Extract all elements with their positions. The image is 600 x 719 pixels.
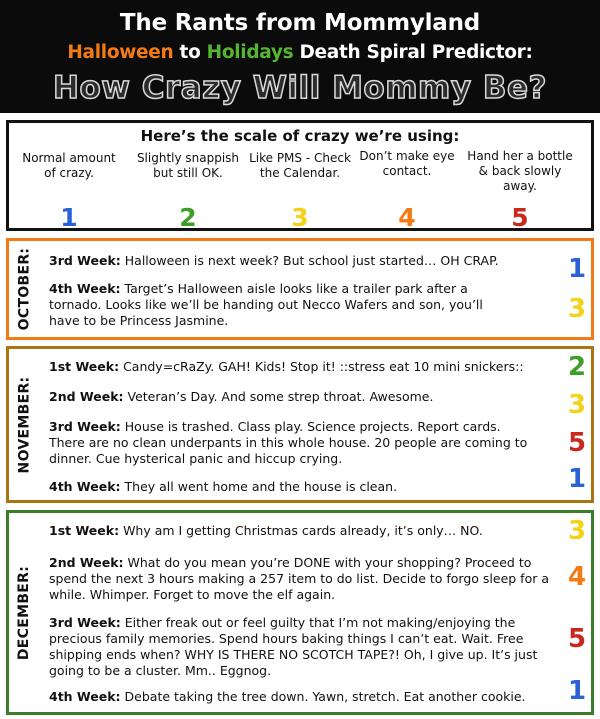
november-week-2 xyxy=(49,389,549,405)
week-text: Halloween is next week? But school just started… OH CRAP. xyxy=(124,253,499,268)
november-week-1-rating: 2 xyxy=(567,352,587,382)
scale-title: Here’s the scale of crazy we’re using: xyxy=(140,127,460,145)
scale-level-2-label: Slightly snappish but still OK. xyxy=(136,151,240,180)
week-text: Either freak out or feel guilty that I’m not making/enjoying the precious family memories. Spend hours baking things I can’t eat. Wait. Free shipping ends when? WHY IS THERE NO SCOTCH TAPE?! Oh, I give up. It’s just going to be a cluster. Mm.. Eggnog. xyxy=(49,615,538,678)
november-label-wrap xyxy=(9,349,39,500)
week-text: What do you mean you’re DONE with your shopping? Proceed to spend the next 3 hours making a 257 item to do list. Decide to forgo sleep for a while. Whimper. Forget to move the elf again. xyxy=(49,555,550,602)
week-text: Target’s Halloween aisle looks like a trailer park after a tornado. Looks like we’ll be handing out Necco Wafers and son, you’ll have to be Princess Jasmine. xyxy=(49,281,483,328)
november-week-3-rating: 5 xyxy=(567,428,587,458)
predictor-suffix: Death Spiral Predictor: xyxy=(293,42,533,63)
november-week-4 xyxy=(49,479,549,495)
december-week-1-rating: 3 xyxy=(567,516,587,546)
scale-level-5-label: Hand her a bottle & back slowly away. xyxy=(467,149,573,193)
week-label: 3rd Week: xyxy=(49,419,121,434)
december-week-2-rating: 4 xyxy=(567,562,587,592)
december-week-2 xyxy=(49,555,549,603)
week-label: 2nd Week: xyxy=(49,389,124,404)
december-week-3 xyxy=(49,615,549,679)
week-text: House is trashed. Class play. Science projects. Report cards. There are no clean underpants in this whole house. 20 people are coming to dinner. Cue hysterical panic and hiccup crying. xyxy=(49,419,528,466)
october-week-4-rating: 3 xyxy=(567,294,587,324)
december-label-wrap xyxy=(9,513,39,712)
scale-level-3-label: Like PMS - Check the Calendar. xyxy=(249,151,351,180)
scale-level-2-number: 2 xyxy=(179,203,197,232)
november-label: NOVEMBER: xyxy=(16,376,33,473)
october-label-wrap xyxy=(9,241,39,337)
week-label: 3rd Week: xyxy=(49,615,121,630)
week-label: 4th Week: xyxy=(49,479,121,494)
scale-level-1-number: 1 xyxy=(60,203,78,232)
week-label: 2nd Week: xyxy=(49,555,124,570)
october-week-3 xyxy=(49,253,549,269)
december-section xyxy=(6,510,594,715)
november-week-3 xyxy=(49,419,529,467)
december-week-4-rating: 1 xyxy=(567,676,587,706)
november-week-2-rating: 3 xyxy=(567,390,587,420)
crazy-scale-box xyxy=(6,120,594,231)
predictor-title xyxy=(0,42,600,63)
week-label: 3rd Week: xyxy=(49,253,121,268)
week-text: Candy=cRaZy. GAH! Kids! Stop it! ::stress eat 10 mini snickers:: xyxy=(123,359,524,374)
scale-level-4-number: 4 xyxy=(398,203,416,232)
october-section xyxy=(6,238,594,340)
week-text: Debate taking the tree down. Yawn, stretch. Eat another cookie. xyxy=(124,689,526,704)
site-title: The Rants from Mommyland xyxy=(119,10,481,36)
november-section xyxy=(6,346,594,503)
title-banner xyxy=(0,0,600,113)
november-week-1 xyxy=(49,359,549,375)
week-text: Why am I getting Christmas cards already, it’s only… NO. xyxy=(123,523,483,538)
week-text: Veteran’s Day. And some strep throat. Awesome. xyxy=(127,389,434,404)
to-word: to xyxy=(173,42,207,63)
week-label: 1st Week: xyxy=(49,523,120,538)
scale-level-3-number: 3 xyxy=(291,203,309,232)
holidays-word: Holidays xyxy=(206,42,294,63)
december-label: DECEMBER: xyxy=(16,565,32,660)
november-week-4-rating: 1 xyxy=(567,464,587,494)
week-label: 1st Week: xyxy=(49,359,120,374)
december-week-1 xyxy=(49,523,549,539)
october-week-4 xyxy=(49,281,489,329)
main-question: How Crazy Will Mommy Be? xyxy=(53,70,547,106)
scale-level-1-label: Normal amount of crazy. xyxy=(22,151,116,180)
scale-level-4-label: Don’t make eye contact. xyxy=(359,149,455,178)
halloween-word: Halloween xyxy=(67,42,174,63)
scale-level-5-number: 5 xyxy=(511,203,529,232)
december-week-4 xyxy=(49,689,559,705)
october-label: OCTOBER: xyxy=(16,247,33,331)
week-text: They all went home and the house is clean. xyxy=(124,479,398,494)
october-week-3-rating: 1 xyxy=(567,254,587,284)
december-week-3-rating: 5 xyxy=(567,624,587,654)
week-label: 4th Week: xyxy=(49,689,121,704)
week-label: 4th Week: xyxy=(49,281,121,296)
